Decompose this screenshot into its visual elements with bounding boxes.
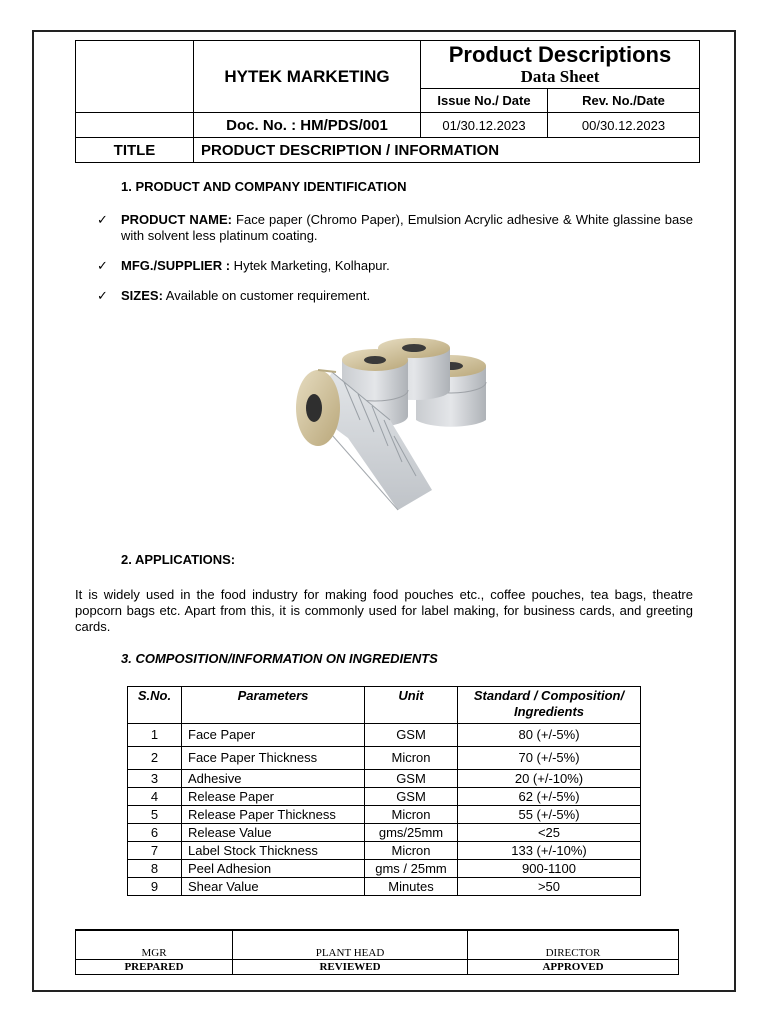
section1-heading: 1. PRODUCT AND COMPANY IDENTIFICATION <box>121 179 407 194</box>
bullet-supplier <box>97 258 693 274</box>
cell-unit: Minutes <box>365 878 458 896</box>
empty-cell <box>76 113 194 138</box>
cell-sno: 9 <box>128 878 182 896</box>
cell-sno: 7 <box>128 842 182 860</box>
rev-label: Rev. No./Date <box>548 89 700 113</box>
cell-sno: 3 <box>128 770 182 788</box>
cell-parameter: Shear Value <box>182 878 365 896</box>
table-row <box>128 724 641 747</box>
cell-parameter: Release Paper <box>182 788 365 806</box>
section2-heading: 2. APPLICATIONS: <box>121 552 236 567</box>
cell-standard: <25 <box>458 824 641 842</box>
check-mark-icon: ✓ <box>97 212 108 227</box>
action-approved: APPROVED <box>468 960 679 975</box>
column-header-parameters: Parameters <box>182 687 365 724</box>
column-header-standard: Standard / Composition/ Ingredients <box>458 687 641 724</box>
bullet-product-name <box>97 212 693 244</box>
supplier-label: MFG./SUPPLIER : <box>121 258 231 273</box>
cell-parameter: Face Paper <box>182 724 365 747</box>
cell-sno: 1 <box>128 724 182 747</box>
action-reviewed: REVIEWED <box>233 960 468 975</box>
table-header-row <box>128 687 641 724</box>
table-row <box>128 878 641 896</box>
document-header <box>75 40 700 163</box>
doc-title-cell <box>421 41 700 89</box>
cell-sno: 5 <box>128 806 182 824</box>
cell-parameter: Peel Adhesion <box>182 860 365 878</box>
doc-subtitle: Data Sheet <box>520 67 600 86</box>
cell-standard: 20 (+/-10%) <box>458 770 641 788</box>
table-row <box>128 842 641 860</box>
cell-unit: GSM <box>365 724 458 747</box>
cell-unit: Micron <box>365 747 458 770</box>
cell-unit: gms / 25mm <box>365 860 458 878</box>
label-rolls-photo <box>270 320 498 516</box>
cell-parameter: Release Paper Thickness <box>182 806 365 824</box>
composition-table <box>127 686 641 896</box>
table-row <box>128 806 641 824</box>
action-prepared: PREPARED <box>76 960 233 975</box>
cell-sno: 4 <box>128 788 182 806</box>
role-plant-head: PLANT HEAD <box>233 930 468 960</box>
check-mark-icon: ✓ <box>97 258 108 273</box>
cell-standard: 133 (+/-10%) <box>458 842 641 860</box>
role-director: DIRECTOR <box>468 930 679 960</box>
cell-sno: 8 <box>128 860 182 878</box>
doc-number: Doc. No. : HM/PDS/001 <box>194 113 421 138</box>
logo-cell <box>76 41 194 113</box>
table-row <box>128 770 641 788</box>
cell-parameter: Release Value <box>182 824 365 842</box>
sizes-label: SIZES: <box>121 288 163 303</box>
issue-value: 01/30.12.2023 <box>421 113 548 138</box>
cell-standard: >50 <box>458 878 641 896</box>
product-name-label: PRODUCT NAME: <box>121 212 232 227</box>
applications-text: It is widely used in the food industry for making food pouches etc., coffee pouches, tea bags, theatre popcorn bags etc. Apart from this, it is commonly used for label making, for business cards, and greeting cards. <box>75 587 693 634</box>
cell-standard: 900-1100 <box>458 860 641 878</box>
title-value: PRODUCT DESCRIPTION / INFORMATION <box>194 138 700 163</box>
cell-unit: Micron <box>365 842 458 860</box>
table-row <box>128 860 641 878</box>
role-mgr: MGR <box>76 930 233 960</box>
cell-unit: GSM <box>365 788 458 806</box>
doc-title: Product Descriptions <box>448 42 672 67</box>
cell-standard: 70 (+/-5%) <box>458 747 641 770</box>
cell-unit: gms/25mm <box>365 824 458 842</box>
product-name-text: Face paper (Chromo Paper), Emulsion Acrylic adhesive & White glassine base with solvent less platinum coating. <box>121 212 693 243</box>
table-row <box>128 747 641 770</box>
cell-unit: GSM <box>365 770 458 788</box>
issue-label: Issue No./ Date <box>421 89 548 113</box>
cell-standard: 62 (+/-5%) <box>458 788 641 806</box>
check-mark-icon: ✓ <box>97 288 108 303</box>
cell-unit: Micron <box>365 806 458 824</box>
column-header-unit: Unit <box>365 687 458 724</box>
table-row <box>128 788 641 806</box>
cell-sno: 2 <box>128 747 182 770</box>
cell-standard: 80 (+/-5%) <box>458 724 641 747</box>
column-header-sno: S.No. <box>128 687 182 724</box>
cell-parameter: Label Stock Thickness <box>182 842 365 860</box>
cell-standard: 55 (+/-5%) <box>458 806 641 824</box>
section3-heading: 3. COMPOSITION/INFORMATION ON INGREDIENTS <box>121 651 438 666</box>
cell-sno: 6 <box>128 824 182 842</box>
sizes-text: Available on customer requirement. <box>162 288 371 303</box>
table-row <box>128 824 641 842</box>
cell-parameter: Adhesive <box>182 770 365 788</box>
cell-parameter: Face Paper Thickness <box>182 747 365 770</box>
signature-table <box>75 929 679 975</box>
supplier-text: Hytek Marketing, Kolhapur. <box>230 258 390 273</box>
company-name: HYTEK MARKETING <box>194 41 421 113</box>
rev-value: 00/30.12.2023 <box>548 113 700 138</box>
title-label: TITLE <box>76 138 194 163</box>
bullet-sizes <box>97 288 693 304</box>
